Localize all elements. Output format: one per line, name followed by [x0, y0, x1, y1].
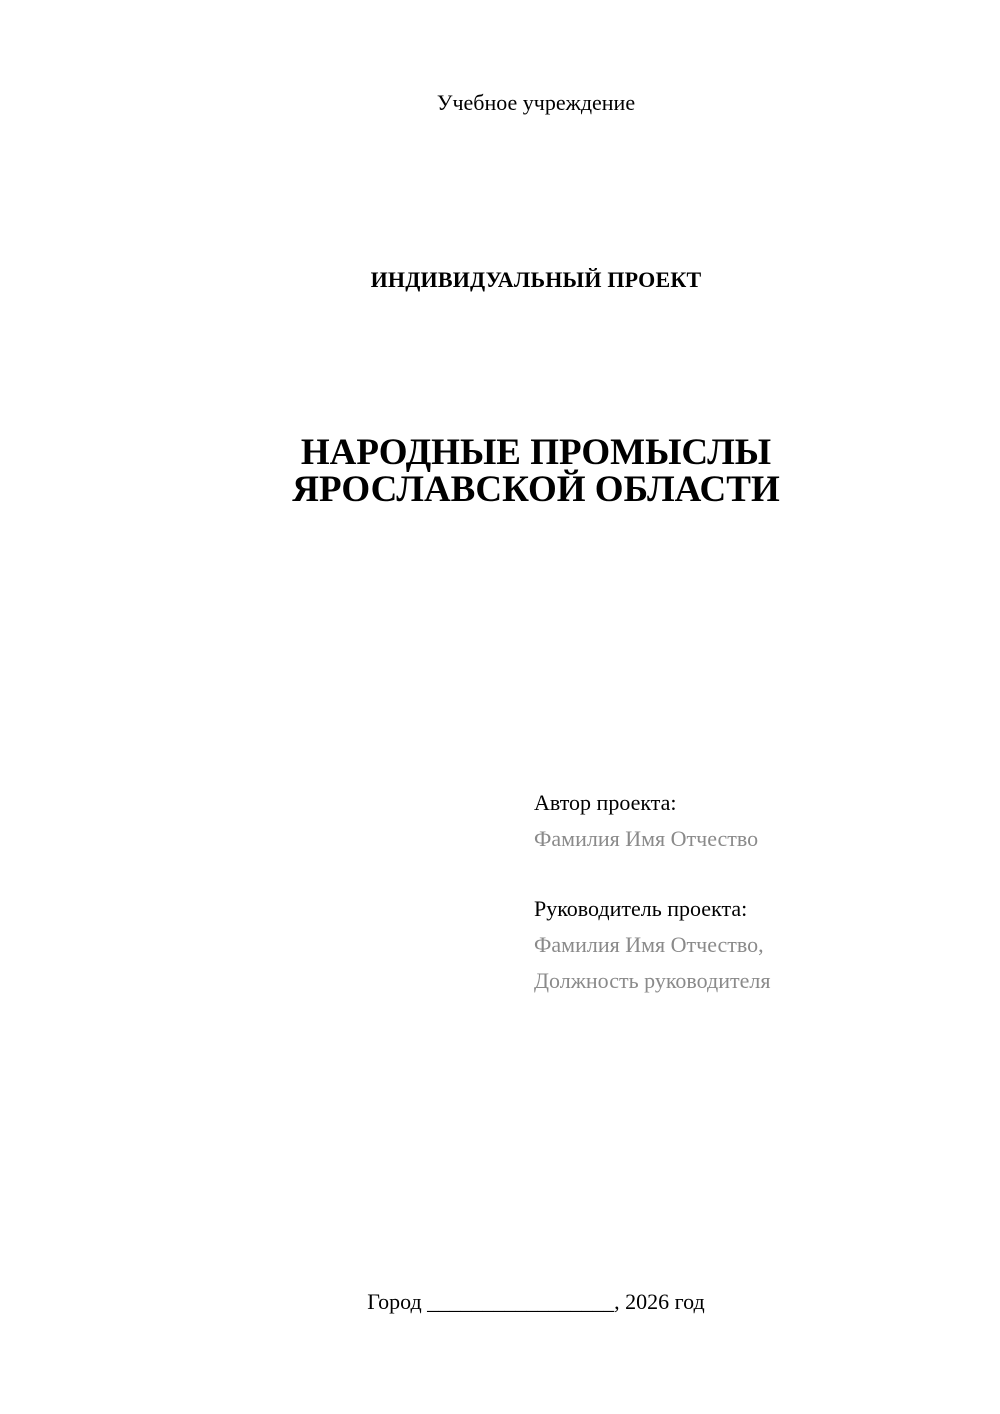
- supervisor-label: Руководитель проекта:: [534, 896, 748, 921]
- author-label: Автор проекта:: [534, 790, 677, 815]
- supervisor-block: [534, 891, 770, 999]
- author-name-placeholder: Фамилия Имя Отчество: [534, 826, 759, 851]
- project-title-line-2: ЯРОСЛАВСКОЙ ОБЛАСТИ: [292, 469, 780, 510]
- city-year-line: Город _________________, 2026 год: [367, 1289, 705, 1314]
- author-block: [534, 785, 758, 857]
- supervisor-position-placeholder: Должность руководителя: [534, 968, 771, 993]
- project-title-line-1: НАРОДНЫЕ ПРОМЫСЛЫ: [300, 432, 772, 473]
- institution-name: Учебное учреждение: [436, 90, 636, 115]
- supervisor-name-placeholder: Фамилия Имя Отчество,: [534, 932, 764, 957]
- project-title: [0, 434, 1000, 508]
- project-type-heading: ИНДИВИДУАЛЬНЫЙ ПРОЕКТ: [370, 267, 702, 292]
